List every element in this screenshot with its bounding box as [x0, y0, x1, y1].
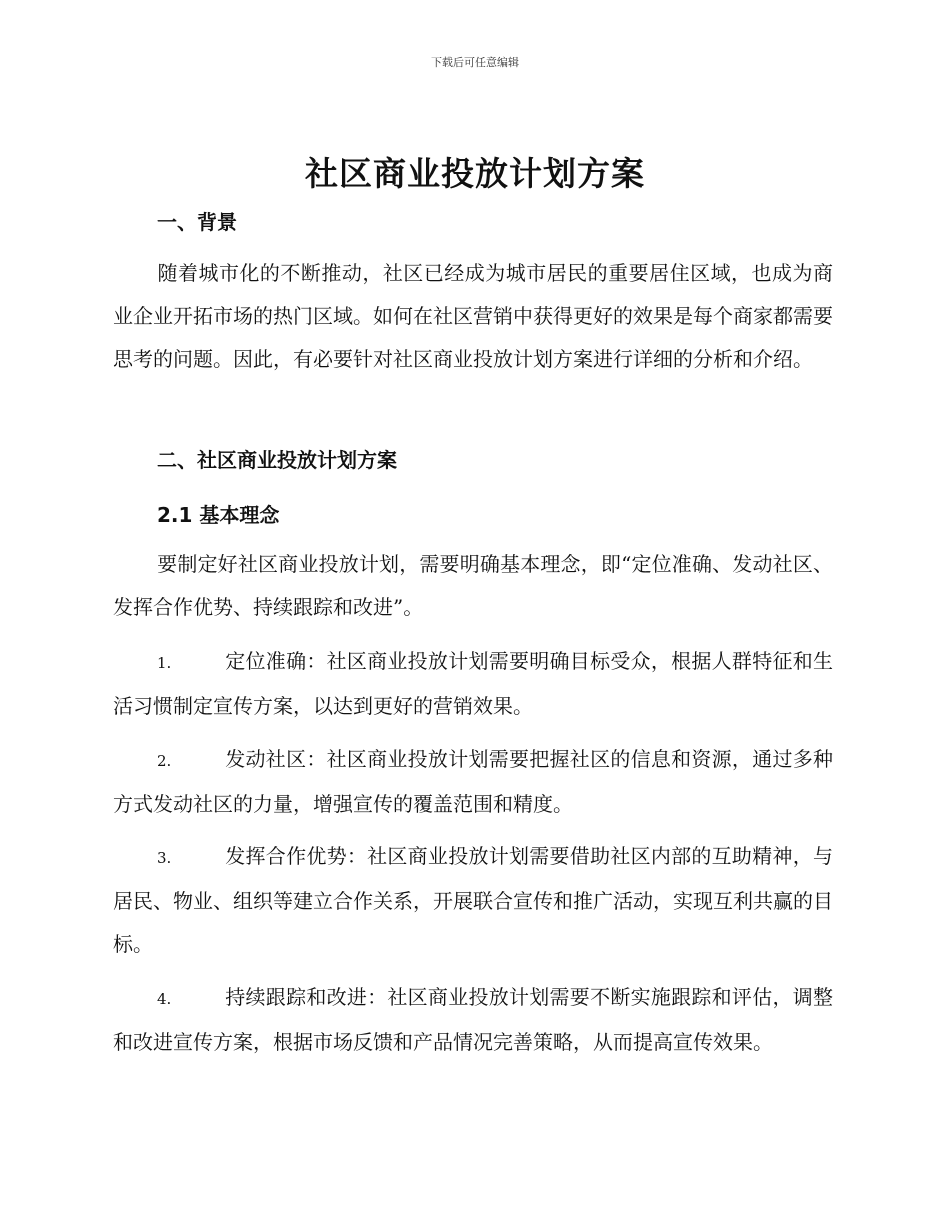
basic-concept-paragraph-text: 要制定好社区商业投放计划，需要明确基本理念，即“定位准确、发动社区、发挥合作优势、持续跟踪和改进”。: [113, 552, 833, 619]
list-item: [113, 738, 833, 826]
list-item-text: 发动社区：社区商业投放计划需要把握社区的信息和资源，通过多种方式发动社区的力量，增强宣传的覆盖范围和精度。: [113, 747, 833, 816]
subsection-heading-basic-concept: 2.1 基本理念: [157, 503, 280, 527]
header-note: 下载后可任意编辑: [431, 56, 519, 69]
list-item-number: 2.: [157, 752, 172, 770]
document-title: 社区商业投放计划方案: [305, 154, 645, 193]
list-item-number: 3.: [157, 849, 172, 867]
section-heading-plan: 二、社区商业投放计划方案: [157, 448, 397, 472]
list-item: [113, 640, 833, 728]
background-paragraph: [113, 252, 833, 381]
section-heading-background: 一、背景: [157, 210, 237, 234]
list-item: [113, 976, 833, 1064]
list-item-number: 1.: [157, 654, 172, 672]
list-item-text: 定位准确：社区商业投放计划需要明确目标受众，根据人群特征和生活习惯制定宣传方案，以达到更好的营销效果。: [113, 649, 833, 718]
list-item-text: 持续跟踪和改进：社区商业投放计划需要不断实施跟踪和评估，调整和改进宣传方案，根据市场反馈和产品情况完善策略，从而提高宣传效果。: [113, 985, 833, 1054]
list-item-number: 4.: [157, 990, 172, 1008]
list-item-text: 发挥合作优势：社区商业投放计划需要借助社区内部的互助精神，与居民、物业、组织等建立合作关系，开展联合宣传和推广活动，实现互利共赢的目标。: [113, 844, 833, 956]
background-paragraph-text: 随着城市化的不断推动，社区已经成为城市居民的重要居住区域，也成为商业企业开拓市场的热门区域。如何在社区营销中获得更好的效果是每个商家都需要思考的问题。因此，有必要针对社区商业投放计划方案进行详细的分析和介绍。: [113, 261, 833, 371]
list-item: [113, 835, 833, 966]
basic-concept-paragraph: [113, 543, 833, 629]
